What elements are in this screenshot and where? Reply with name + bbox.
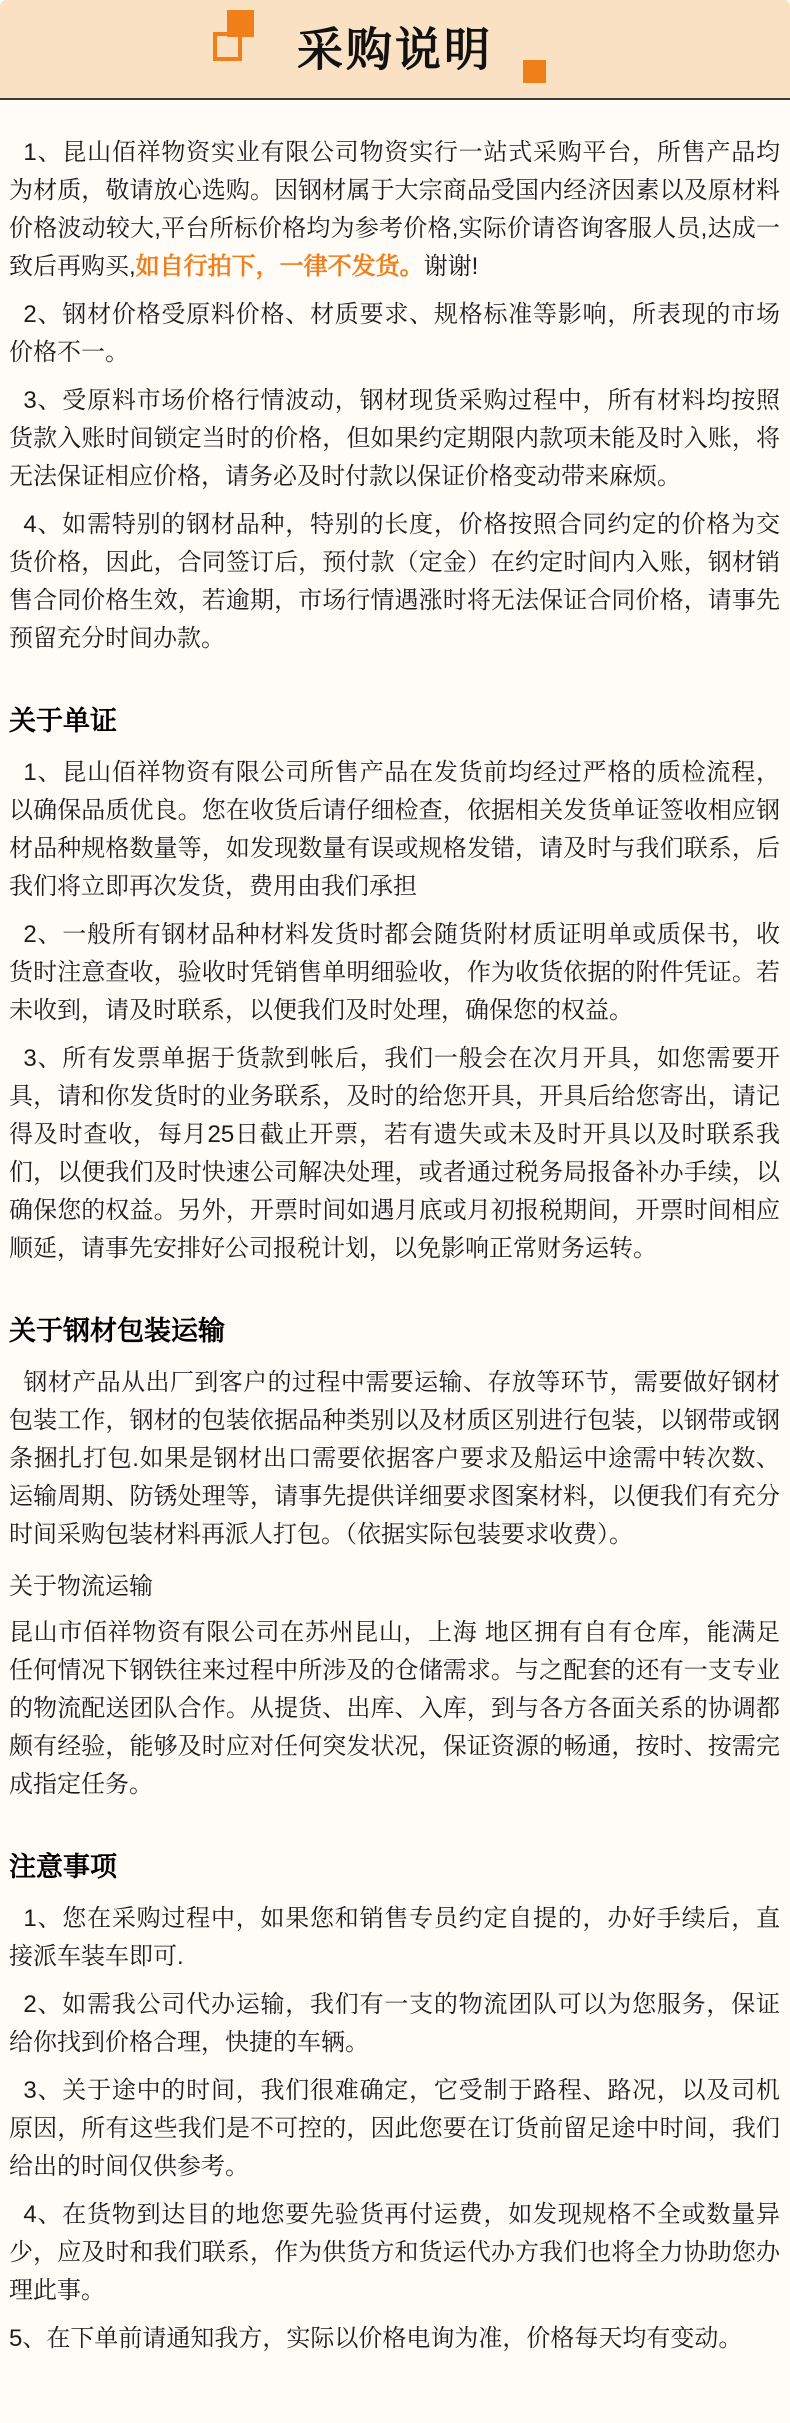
documents-paragraph-1: 1、昆山佰祥物资有限公司所售产品在发货前均经过严格的质检流程，以确保品质优良。您在收货后请仔细检查，依据相关发货单证签收相应钢材品种规格数量等，如发现数量有误或规格发错，请及时与我们联系，后我们将立即再次发货，费用由我们承担 (9, 759, 780, 900)
decor-square-left-filled (227, 10, 254, 37)
no-ship-warning-text: 如自行拍下，一律不发货。 (135, 253, 424, 280)
documents-paragraph-3: 3、所有发票单据于货款到帐后，我们一般会在次月开具，如您需要开具，请和你发货时的业务联系，及时的给您开具，开具后给您寄出，请记得及时查收，每月25日截止开票，若有遗失或未及时开具以及时联系我们，以便我们及时快速公司解决处理，或者通过税务局报备补办手续，以确保您的权益。另外，开票时间如遇月底或月初报税期间，开票时间相应顺延，请事先安排好公司报税计划，以免影响正常财务运转。 (9, 1045, 780, 1262)
notes-paragraph-4: 4、在货物到达目的地您要先验货再付运费，如发现规格不全或数量异少，应及时和我们联系，作为供货方和货运代办方我们也将全力协助您办理此事。 (9, 2201, 780, 2304)
section-heading-packaging: 关于钢材包装运输 (9, 1316, 225, 1346)
documents-paragraph-2: 2、一般所有钢材品种材料发货时都会随货附材质证明单或质保书，收货时注意查收，验收时凭销售单明细验收，作为收货依据的附件凭证。若未收到，请及时联系，以便我们及时处理，确保您的权益。 (9, 921, 780, 1024)
notes-paragraph-1: 1、您在采购过程中，如果您和销售专员约定自提的，办好手续后，直接派车装车即可. (9, 1905, 780, 1970)
section-notes (9, 1848, 780, 2358)
page-header (0, 0, 790, 100)
notes-paragraph-2: 2、如需我公司代办运输，我们有一支的物流团队可以为您服务，保证给你找到价格合理，快捷的车辆。 (9, 1991, 780, 2056)
intro-paragraph-1 (9, 134, 780, 286)
section-heading-notes: 注意事项 (9, 1852, 117, 1882)
section-documents (9, 702, 780, 1268)
intro-paragraph-3: 3、受原料市场价格行情波动，钢材现货采购过程中，所有材料均按照货款入账时间锁定当时的价格，但如果约定期限内款项未能及时入账，将无法保证相应价格，请务必及时付款以保证价格变动带来麻烦。 (9, 387, 780, 490)
logistics-paragraph: 昆山市佰祥物资有限公司在苏州昆山，上海 地区拥有自有仓库，能满足任何情况下钢铁往来过程中所涉及的仓储需求。与之配套的还有一支专业的物流配送团队合作。从提货、出库、入库，到与各方各面关系的协调都颇有经验，能够及时应对任何突发状况，保证资源的畅通，按时、按需完成指定任务。 (9, 1619, 780, 1798)
packaging-paragraph-1: 钢材产品从出厂到客户的过程中需要运输、存放等环节，需要做好钢材包装工作，钢材的包装依据品种类别以及材质区别进行包装，以钢带或钢条捆扎打包.如果是钢材出口需要依据客户要求及船运中途需中转次数、运输周期、防锈处理等，请事先提供详细要求图案材料，以便我们有充分时间采购包装材料再派人打包。（依据实际包装要求收费）。 (9, 1369, 780, 1548)
intro-paragraph-4: 4、如需特别的钢材品种，特别的长度，价格按照合同约定的价格为交货价格，因此，合同签订后，预付款（定金）在约定时间内入账，钢材销售合同价格生效，若逾期，市场行情遇涨时将无法保证合同价格，请事先预留充分时间办款。 (9, 511, 780, 652)
decor-square-right-filled (523, 60, 546, 83)
intro-paragraph-1-text: 1、昆山佰祥物资实业有限公司物资实行一站式采购平台，所售产品均为材质，敬请放心选购。因钢材属于大宗商品受国内经济因素以及原材料价格波动较大,平台所标价格均为参考价格,实际价请咨询客服人员,达成一致后再购买, (9, 139, 780, 280)
section-packaging (9, 1312, 780, 1804)
page-title: 采购说明 (297, 23, 493, 76)
logistics-subheading: 关于物流运输 (9, 1573, 153, 1600)
notes-paragraph-5: 5、在下单前请通知我方，实际以价格电询为准，价格每天均有变动。 (9, 2325, 743, 2352)
notice-content (0, 100, 790, 2410)
intro-paragraph-1-tail: 谢谢! (423, 253, 479, 280)
intro-paragraph-2: 2、钢材价格受原料价格、材质要求、规格标准等影响，所表现的市场价格不一。 (9, 301, 780, 366)
section-heading-documents: 关于单证 (9, 706, 117, 736)
section-intro (9, 134, 780, 658)
notes-paragraph-3: 3、关于途中的时间，我们很难确定，它受制于路程、路况，以及司机原因，所有这些我们是不可控的，因此您要在订货前留足途中时间，我们给出的时间仅供参考。 (9, 2077, 780, 2180)
